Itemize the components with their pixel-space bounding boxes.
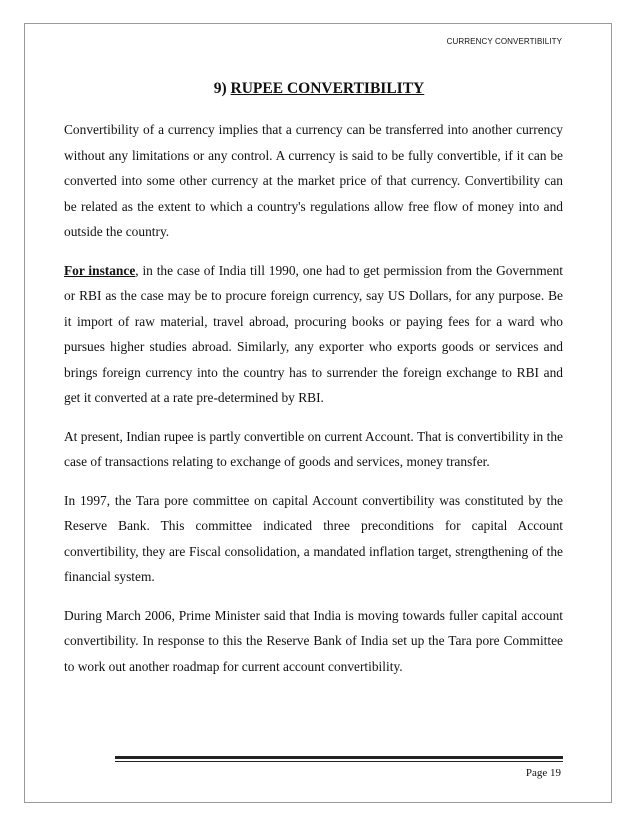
footer-rule-thin — [115, 761, 563, 762]
paragraph-text: During March 2006, Prime Minister said that India is moving towards fuller capital account convertibility. In response to this the Reserve Bank of India set up the Tara pore Committee to work out another roadmap for current account convertibility. — [64, 607, 563, 674]
paragraph-text: In 1997, the Tara pore committee on capital Account convertibility was constituted by the Reserve Bank. This committee indicated three preconditions for capital Account convertibility, they are Fiscal consolidation, a mandated inflation target, strengthening of the financial system. — [64, 492, 563, 584]
section-title-text: RUPEE CONVERTIBILITY — [230, 80, 425, 97]
paragraph-lead: For instance — [64, 262, 136, 278]
footer-rule — [115, 756, 563, 759]
page-number: Page 19 — [525, 767, 561, 779]
paragraph-1997 — [64, 488, 563, 590]
paragraph-definition — [64, 117, 563, 245]
paragraph-text: Convertibility of a currency implies that a currency can be transferred into another currency without any limitations or any control. A currency is said to be fully convertible, if it can be converted into some other currency at the market price of that currency. Convertibility can be related as the extent to which a country's regulations allow free flow of money into and outside the country. — [64, 122, 563, 239]
paragraph-text: At present, Indian rupee is partly convertible on current Account. That is convertibility in the case of transactions relating to exchange of goods and services, money transfer. — [64, 428, 563, 469]
paragraph-text: , in the case of India till 1990, one had to get permission from the Government or RBI as the case may be to procure foreign currency, say US Dollars, for any purpose. Be it import of raw material, travel abroad, procuring books or paying fees for a ward who pursues higher studies abroad. Similarly, any exporter who exports goods or services and brings foreign currency into the country has to surrender the foreign exchange to RBI and get it converted at a rate pre-determined by RBI. — [64, 262, 564, 405]
section-title — [0, 80, 638, 98]
paragraph-instance — [64, 258, 563, 411]
body-text — [64, 117, 563, 692]
section-number: 9) — [213, 80, 227, 97]
paragraph-2006 — [64, 603, 563, 680]
running-header: CURRENCY CONVERTIBILITY — [446, 37, 562, 46]
paragraph-present — [64, 424, 563, 475]
